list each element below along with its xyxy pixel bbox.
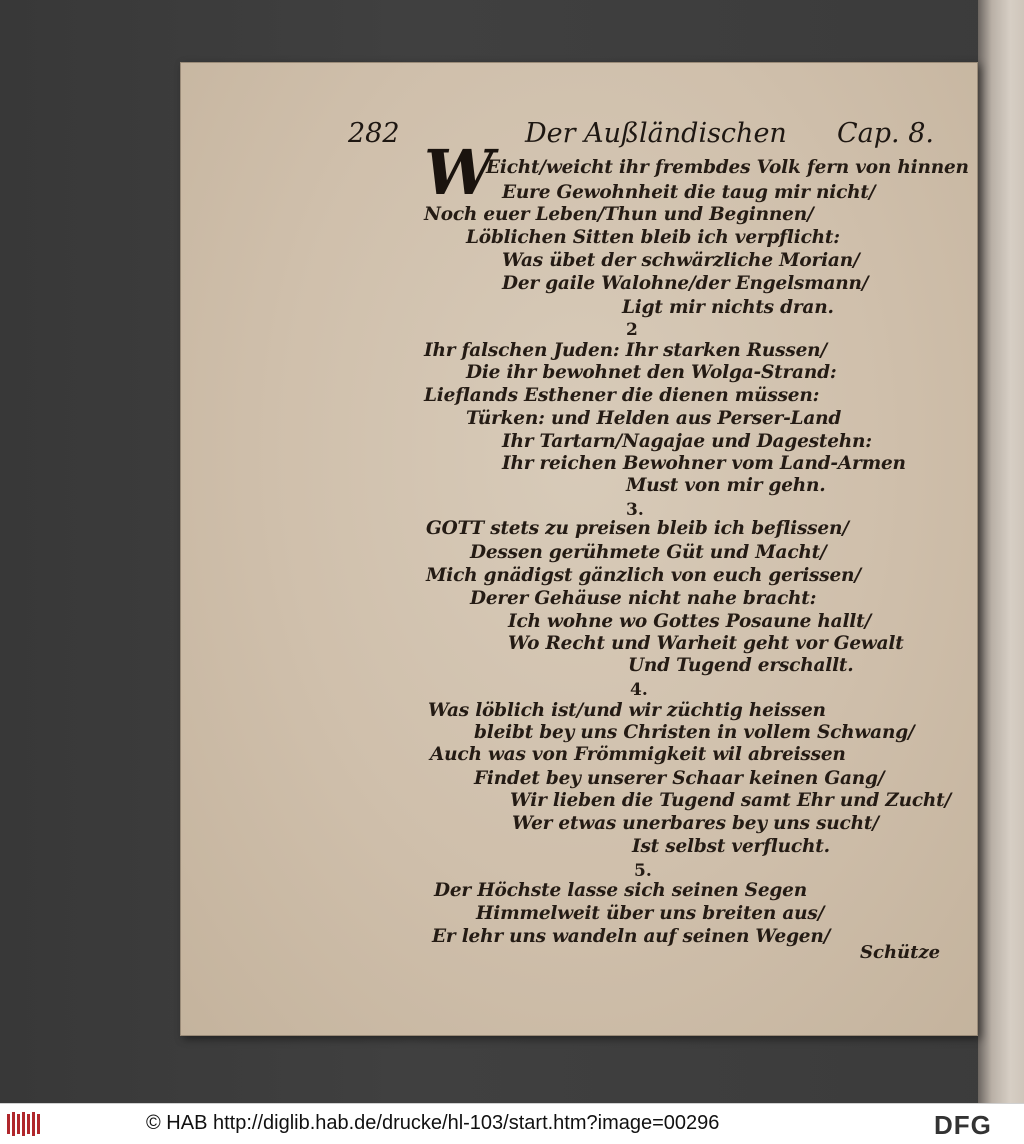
poem-line: Eure Gewohnheit die taug mir nicht/ bbox=[502, 182, 876, 203]
poem-line: Der gaile Walohne/der Engelsmann/ bbox=[502, 273, 869, 294]
running-title: Der Außländischen bbox=[525, 118, 787, 149]
adjacent-page-edge bbox=[978, 0, 1024, 1103]
poem-line: Ihr falschen Juden: Ihr starken Russen/ bbox=[424, 340, 827, 361]
dfg-logo: DFG bbox=[934, 1110, 992, 1140]
poem-line: Auch was von Frömmigkeit wil abreissen bbox=[430, 744, 846, 765]
poem-line: Und Tugend erschallt. bbox=[628, 655, 854, 676]
poem-line: Löblichen Sitten bleib ich verpflicht: bbox=[466, 227, 840, 248]
poem-line: Lieflands Esthener die dienen müssen: bbox=[424, 385, 820, 406]
poem-line: Was übet der schwärzliche Morian/ bbox=[502, 250, 860, 271]
poem-line: Ihr Tartarn/Nagajae und Dagestehn: bbox=[502, 431, 872, 452]
page-number: 282 bbox=[348, 118, 400, 149]
poem-line: Mich gnädigst gänzlich von euch gerissen/ bbox=[426, 565, 861, 586]
poem-line: Türken: und Helden aus Perser-Land bbox=[466, 408, 842, 429]
poem-line: GOTT stets zu preisen bleib ich beflissen/ bbox=[426, 518, 849, 539]
hab-logo-icon bbox=[6, 1110, 44, 1138]
stanza-number: 4. bbox=[630, 680, 648, 700]
poem-line: Derer Gehäuse nicht nahe bracht: bbox=[470, 588, 817, 609]
poem-line: Was löblich ist/und wir züchtig heissen bbox=[428, 700, 826, 721]
chapter-label: Cap. 8. bbox=[837, 118, 934, 149]
footer-bar bbox=[0, 1103, 1024, 1144]
copyright-link[interactable]: © HAB http://diglib.hab.de/drucke/hl-103/start.htm?image=00296 bbox=[146, 1112, 720, 1134]
poem-line: Ich wohne wo Gottes Posaune hallt/ bbox=[508, 611, 872, 632]
poem-line: Ist selbst verflucht. bbox=[632, 836, 830, 857]
stanza-number: 2 bbox=[626, 320, 638, 340]
poem-line: Ligt mir nichts dran. bbox=[622, 297, 834, 318]
stanza-number: 3. bbox=[626, 500, 644, 520]
poem-line: Die ihr bewohnet den Wolga-Strand: bbox=[466, 362, 837, 383]
poem-line: Dessen gerühmete Güt und Macht/ bbox=[470, 542, 827, 563]
poem-line: bleibt bey uns Christen in vollem Schwang/ bbox=[474, 722, 915, 743]
poem-line: Wir lieben die Tugend samt Ehr und Zucht/ bbox=[510, 790, 952, 811]
poem-line: Noch euer Leben/Thun und Beginnen/ bbox=[424, 204, 814, 225]
stanza-number: 5. bbox=[634, 861, 652, 881]
poem-line: Der Höchste lasse sich seinen Segen bbox=[434, 880, 807, 901]
catchword: Schütze bbox=[860, 942, 941, 963]
poem-line: Findet bey unserer Schaar keinen Gang/ bbox=[474, 768, 885, 789]
poem-line: Himmelweit über uns breiten aus/ bbox=[476, 903, 825, 924]
poem-line: Ihr reichen Bewohner vom Land-Armen bbox=[502, 453, 906, 474]
poem-line: Wo Recht und Warheit geht vor Gewalt bbox=[508, 633, 904, 654]
poem-line: Wer etwas unerbares bey uns sucht/ bbox=[512, 813, 879, 834]
drop-capital: W bbox=[424, 136, 494, 209]
poem-line: Eicht/weicht ihr frembdes Volk fern von hinnen bbox=[486, 157, 969, 178]
poem-line: Er lehr uns wandeln auf seinen Wegen/ bbox=[432, 926, 831, 947]
poem-line: Must von mir gehn. bbox=[626, 475, 826, 496]
